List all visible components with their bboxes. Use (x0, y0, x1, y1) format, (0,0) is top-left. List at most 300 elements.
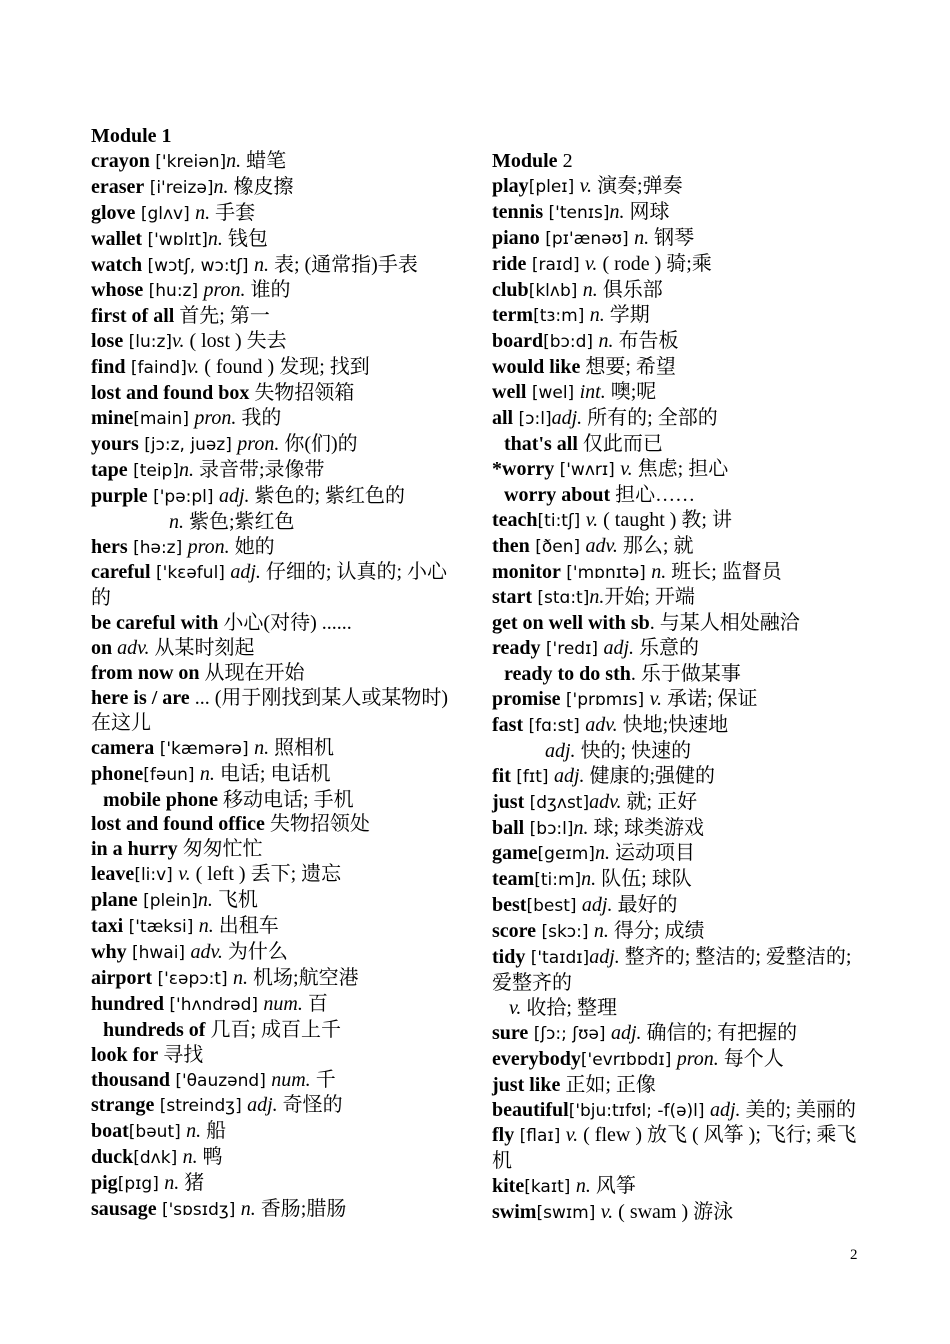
part-of-speech: adv. (585, 713, 618, 736)
meaning: 飞机 (212, 889, 258, 912)
vocab-entry (492, 174, 864, 200)
meaning: ( lost ) 失去 (184, 330, 287, 353)
meaning: 船 (201, 1120, 227, 1143)
headword: from now on (91, 662, 200, 685)
meaning: 整齐的; 整洁的; 爱整洁的;爱整齐的 (492, 946, 852, 994)
phonetic: [wɔtʃ, wɔ:tʃ] (142, 255, 254, 276)
part-of-speech: adj. (589, 946, 620, 969)
meaning: 移动电话; 手机 (218, 788, 354, 811)
meaning: 我的 (236, 406, 282, 429)
meaning: . 乐于做某事 (630, 663, 741, 686)
part-of-speech: n. (226, 149, 242, 172)
meaning: . 与某人相处融洽 (649, 612, 800, 635)
meaning: 钱包 (222, 227, 268, 250)
vocab-entry (492, 329, 864, 355)
headword: wallet (91, 227, 143, 250)
meaning: 录音带;录像带 (193, 458, 325, 481)
part-of-speech: adj. (709, 1098, 741, 1121)
part-of-speech: n. (197, 889, 213, 912)
meaning: 表; (通常指)手表 (268, 253, 418, 276)
vocab-entry (91, 560, 463, 611)
headword: purple (91, 484, 148, 507)
phonetic: [ɔ:l] (513, 409, 552, 430)
part-of-speech: v. (585, 508, 599, 531)
headword: find (91, 356, 126, 379)
headword: game (492, 842, 538, 865)
meaning-continuation (91, 510, 463, 535)
headword: would like (492, 356, 581, 379)
headword: lost and found box (91, 382, 250, 405)
part-of-speech: pron. (187, 535, 230, 558)
headword: term (492, 304, 534, 327)
meaning: 奇怪的 (277, 1094, 343, 1117)
part-of-speech: v. (186, 356, 200, 379)
part-of-speech: num. (263, 992, 303, 1015)
headword: kite (492, 1175, 525, 1198)
phonetic: ['kɛəful] (150, 563, 231, 584)
headword: promise (492, 688, 561, 711)
headword: strange (91, 1094, 155, 1117)
vocab-entry (492, 1047, 864, 1073)
part-of-speech: n. (198, 915, 214, 938)
vocab-entry (91, 175, 463, 201)
headword: fast (492, 713, 524, 736)
vocab-entry (492, 1123, 864, 1174)
part-of-speech: n. (254, 736, 270, 759)
module-heading: Module 2 (492, 150, 573, 172)
headword: mine (91, 406, 134, 429)
vocab-entry (91, 278, 463, 304)
vocab-entry (91, 966, 463, 992)
phonetic: ['ɛəpɔ:t] (152, 968, 234, 989)
phonetic: [tɜ:m] (533, 306, 590, 327)
part-of-speech: n. (240, 1198, 256, 1221)
phonetic: ['pə:pl] (147, 486, 219, 507)
phonetic: ['taɪdɪ] (525, 948, 590, 969)
phonetic: [kaɪt] (524, 1177, 576, 1198)
right-entry-list (492, 174, 864, 1226)
meaning: 照相机 (269, 736, 335, 759)
vocab-entry (492, 662, 864, 687)
meaning: 演奏;弹奏 (592, 174, 683, 197)
phonetic: [swɪm] (536, 1203, 601, 1224)
headword: get on well with sb (492, 612, 650, 635)
vocab-entry (91, 736, 463, 762)
meaning: 美的; 美丽的 (740, 1098, 857, 1121)
headword: best (492, 894, 527, 917)
meaning: 球; 球类游戏 (588, 816, 705, 839)
part-of-speech: adj. (553, 764, 585, 787)
vocab-entry (492, 636, 864, 662)
part-of-speech: pron. (676, 1047, 719, 1070)
headword: tennis (492, 200, 544, 223)
vocab-entry (492, 252, 864, 278)
part-of-speech: n. (582, 278, 598, 301)
vocab-entry (91, 406, 463, 432)
part-of-speech: pron. (194, 406, 237, 429)
headword: mobile phone (103, 788, 219, 811)
vocab-entry (91, 149, 463, 175)
vocab-entry (91, 1043, 463, 1068)
vocab-entry (91, 304, 463, 329)
headword: well (492, 381, 527, 404)
meaning: 焦虑; 担心 (632, 457, 729, 480)
part-of-speech: adj. (218, 484, 250, 507)
part-of-speech: int. (579, 381, 606, 404)
headword: monitor (492, 560, 561, 583)
vocab-entry (492, 585, 864, 611)
vocab-entry (91, 1145, 463, 1171)
vocab-entry (492, 1174, 864, 1200)
headword: camera (91, 736, 155, 759)
meaning: 最好的 (612, 894, 678, 917)
meaning: 出租车 (213, 915, 279, 938)
phonetic: [pleɪ] (528, 176, 580, 197)
phonetic: ['wɒlɪt] (142, 229, 208, 250)
part-of-speech: adj. (551, 407, 583, 430)
vocab-entry (492, 841, 864, 867)
vocab-entry (91, 862, 463, 888)
meaning: 寻找 (158, 1043, 204, 1066)
meaning: 网球 (624, 200, 670, 223)
meaning: 小心(对待) ...... (218, 612, 352, 635)
headword: careful (91, 561, 151, 584)
phonetic: [bɔ:d] (543, 332, 599, 353)
part-of-speech: pron. (203, 279, 246, 302)
vocab-entry (492, 303, 864, 329)
part-of-speech: adj. (603, 637, 635, 660)
headword: just like (492, 1073, 561, 1096)
headword: plane (91, 889, 138, 912)
headword: club (492, 278, 529, 301)
meaning: 紫色;紫红色 (184, 510, 295, 533)
part-of-speech: n. (573, 816, 589, 839)
vocab-entry (91, 1093, 463, 1119)
vocab-entry (492, 534, 864, 560)
meaning: 确信的; 有把握的 (641, 1021, 798, 1044)
vocab-entry (492, 278, 864, 304)
headword: why (91, 941, 127, 963)
meaning: 队伍; 球队 (596, 868, 692, 891)
vocab-entry (91, 201, 463, 227)
phonetic: [glʌv] (135, 203, 196, 224)
headword: play (492, 174, 529, 197)
headword: swim (492, 1201, 537, 1224)
phonetic: ['redɪ] (540, 639, 604, 660)
meaning: 仅此而已 (577, 432, 663, 455)
headword: eraser (91, 175, 145, 198)
vocab-entry (492, 713, 864, 764)
vocab-entry (492, 560, 864, 586)
phonetic: [main] (133, 408, 195, 429)
part-of-speech: n. (634, 226, 650, 249)
vocab-entry (492, 867, 864, 893)
vocab-entry (492, 380, 864, 406)
vocab-entry (91, 535, 463, 561)
vocab-entry (91, 611, 463, 636)
part-of-speech: v. (172, 330, 185, 353)
headword: all (492, 407, 514, 430)
meaning: 香肠;腊肠 (255, 1198, 347, 1221)
headword: start (492, 586, 532, 609)
phonetic: [wel] (526, 383, 580, 404)
phonetic: ['tæksi] (123, 917, 199, 938)
meaning: 她的 (229, 535, 275, 558)
vocab-entry (492, 406, 864, 432)
phonetic: [ti:tʃ] (537, 510, 586, 531)
meaning: 每个人 (718, 1047, 784, 1070)
part-of-speech: n. (589, 586, 605, 609)
phonetic: ['bju:tɪfʊl; -f(ə)l] (568, 1100, 710, 1121)
vocab-entry (91, 992, 463, 1018)
vocab-entry (91, 253, 463, 279)
headword: taxi (91, 915, 124, 938)
headword: be careful with (91, 612, 219, 635)
part-of-speech: n. (253, 253, 269, 276)
meaning: ( flew ) 放飞 ( 风筝 ); 飞行; 乘飞机 (492, 1124, 857, 1173)
meaning: 风筝 (590, 1175, 636, 1198)
headword: worry about (504, 483, 611, 506)
headword: glove (91, 201, 136, 224)
meaning-continuation (492, 996, 864, 1021)
meaning: 从现在开始 (199, 662, 305, 685)
vocab-entry (91, 837, 463, 862)
part-of-speech: n. (186, 1120, 202, 1143)
part-of-speech: v. (600, 1201, 614, 1224)
part-of-speech: v. (585, 252, 598, 275)
headword: fit (492, 764, 511, 787)
meaning: 担心…… (610, 483, 696, 506)
phonetic: ['hʌndrəd] (164, 994, 264, 1015)
meaning: 承诺; 保证 (661, 688, 758, 711)
headword: sausage (91, 1198, 157, 1221)
part-of-speech: n. (182, 1146, 198, 1169)
meaning: 乐意的 (634, 637, 700, 660)
meaning: 所有的; 全部的 (582, 407, 718, 430)
meaning: ( left ) 丢下; 遗忘 (190, 863, 342, 886)
headword: beautiful (492, 1098, 569, 1121)
meaning: 开始; 开端 (604, 586, 695, 609)
headword: hundreds of (103, 1018, 206, 1041)
vocab-entry (91, 686, 463, 736)
part-of-speech: n. (598, 330, 614, 353)
vocab-entry (91, 661, 463, 686)
phonetic: ['kreiən] (149, 151, 227, 172)
vocab-entry (91, 355, 463, 381)
headword: thousand (91, 1068, 170, 1091)
phonetic: [hu:z] (143, 281, 204, 302)
vocab-entry (91, 1068, 463, 1094)
headword: then (492, 534, 530, 557)
headword: duck (91, 1146, 134, 1169)
right-column (492, 149, 864, 1226)
vocab-entry (91, 1119, 463, 1145)
vocab-entry (492, 893, 864, 919)
phonetic: [ʃɔ:; ʃʊə] (528, 1023, 611, 1044)
meaning: ( taught ) 教; 讲 (598, 508, 732, 531)
headword: whose (91, 279, 144, 302)
part-of-speech: v. (649, 688, 662, 711)
phonetic: [fəun] (143, 764, 200, 785)
headword: fly (492, 1124, 515, 1147)
part-of-speech: n. (609, 200, 625, 223)
meaning: 你(们)的 (279, 432, 358, 455)
meaning: 班长; 监督员 (666, 560, 782, 583)
meaning: ... (用于刚找到某人或某物时) 在这儿 (91, 686, 449, 734)
part-of-speech: v. (620, 457, 633, 480)
meaning: 想要; 希望 (580, 356, 676, 379)
phonetic: [teip] (127, 460, 179, 481)
meaning: 紫色的; 紫红色的 (249, 484, 406, 507)
meaning: 猪 (179, 1172, 205, 1195)
meaning: 就; 正好 (621, 790, 698, 813)
vocab-entry (492, 1098, 864, 1124)
phonetic: [geɪm] (537, 844, 595, 865)
part-of-speech: n. (164, 1172, 180, 1195)
vocab-entry (91, 381, 463, 406)
part-of-speech: n. (581, 868, 597, 891)
part-of-speech: n. (199, 762, 215, 785)
vocab-entry (91, 227, 463, 253)
vocab-entry (492, 432, 864, 457)
phonetic: [best] (526, 896, 582, 917)
phonetic: [skɔ:] (536, 922, 594, 943)
part-of-speech: n. (195, 201, 211, 224)
headword: yours (91, 432, 139, 455)
headword: board (492, 330, 544, 353)
meaning: 几百; 成百上千 (205, 1018, 342, 1041)
headword: look for (91, 1043, 159, 1066)
phonetic: [jɔ:z, juəz] (138, 434, 238, 455)
part-of-speech: adj. (230, 561, 261, 584)
part-of-speech: adv. (589, 790, 622, 813)
meaning: 为什么 (222, 941, 288, 963)
vocab-entry (91, 762, 463, 788)
phonetic: [fɑ:st] (523, 715, 586, 736)
meaning: 千 (310, 1068, 336, 1091)
part-of-speech: n. (593, 920, 609, 943)
meaning: 布告板 (613, 330, 679, 353)
headword: leave (91, 863, 135, 886)
vocab-entry (91, 1171, 463, 1197)
phonetic: [lu:z] (123, 332, 173, 353)
vocab-entry (91, 1197, 463, 1223)
phonetic: [bɔ:l] (524, 818, 574, 839)
module-heading: Module 1 (91, 125, 172, 147)
headword: ready to do sth (504, 663, 631, 686)
vocab-entry (492, 687, 864, 713)
meaning: 蜡笔 (241, 149, 287, 172)
phonetic: ['θauzənd] (169, 1070, 272, 1091)
part-of-speech: adv. (190, 941, 223, 963)
vocab-entry (91, 636, 463, 661)
meaning: 健康的;强健的 (584, 764, 716, 787)
part-of-speech: adj. (581, 894, 613, 917)
part-of-speech: n. (169, 510, 184, 533)
vocab-entry (492, 355, 864, 380)
part-of-speech: n. (589, 304, 605, 327)
meaning: ( found ) 发现; 找到 (199, 356, 370, 379)
phonetic: [i'reizə] (144, 177, 214, 198)
headword: lose (91, 330, 124, 353)
vocab-entry (492, 226, 864, 252)
phonetic: [dʒʌst] (524, 792, 590, 813)
phonetic: [ðen] (529, 536, 586, 557)
vocab-entry (492, 790, 864, 816)
phonetic: ['prɒmɪs] (560, 690, 650, 711)
vocab-entry (492, 816, 864, 842)
phonetic: ['tenɪs] (543, 202, 610, 223)
vocab-entry (492, 200, 864, 226)
headword: on (91, 637, 113, 660)
phonetic: [pɪg] (117, 1174, 165, 1195)
vocab-entry (492, 483, 864, 508)
meaning: 机场;航空港 (248, 966, 359, 989)
meaning: 快地;快速地 (617, 713, 729, 736)
headword: ready (492, 637, 541, 660)
phonetic: [klʌb] (528, 280, 583, 301)
meaning: 首先; 第一 (174, 305, 270, 328)
page-number: 2 (850, 1247, 858, 1263)
phonetic: ['kæmərə] (154, 738, 255, 759)
phonetic: [raɪd] (526, 254, 586, 275)
vocab-entry (91, 888, 463, 914)
vocab-entry (91, 914, 463, 940)
meaning: 运动项目 (609, 842, 695, 865)
headword: in a hurry (91, 838, 178, 861)
headword: tape (91, 458, 128, 481)
part-of-speech: v. (509, 996, 522, 1019)
phonetic: ['sɒsɪdʒ] (156, 1200, 241, 1221)
meaning: 仔细的; 认真的; 小心的 (91, 561, 448, 610)
phonetic: [flaɪ] (514, 1126, 566, 1147)
meaning: 俱乐部 (597, 278, 663, 301)
vocab-entry (91, 329, 463, 355)
meaning: 鸭 (197, 1146, 223, 1169)
meaning: 谁的 (245, 279, 291, 302)
headword: phone (91, 762, 144, 785)
part-of-speech: n. (207, 227, 223, 250)
meaning: 失物招领箱 (249, 382, 355, 405)
phonetic: [dʌk] (133, 1148, 183, 1169)
part-of-speech: v. (565, 1124, 579, 1147)
headword: hers (91, 535, 128, 558)
headword: teach (492, 508, 538, 531)
phonetic: [faind] (125, 358, 187, 379)
part-of-speech: n. (213, 175, 229, 198)
part-of-speech: adv. (112, 637, 150, 660)
left-column (91, 124, 463, 1223)
phonetic: [stɑ:t] (531, 588, 590, 609)
phonetic: ['mɒnɪtə] (560, 562, 652, 583)
part-of-speech: adv. (585, 534, 618, 557)
meaning: ( rode ) 骑;乘 (597, 252, 712, 275)
vocab-entry (91, 940, 463, 966)
meaning-continuation (492, 739, 864, 764)
phonetic: ['wʌrɪ] (554, 459, 621, 480)
vocab-entry (91, 432, 463, 458)
meaning: 正如; 正像 (560, 1073, 656, 1096)
part-of-speech: n. (594, 842, 610, 865)
vocab-entry (91, 458, 463, 484)
meaning: 钢琴 (649, 226, 695, 249)
part-of-speech: n. (178, 458, 194, 481)
phonetic: [hə:z] (127, 537, 188, 558)
meaning: 学期 (604, 304, 650, 327)
headword: everybody (492, 1047, 581, 1070)
phonetic: [ti:m] (534, 870, 582, 891)
meaning: 橡皮擦 (228, 175, 294, 198)
